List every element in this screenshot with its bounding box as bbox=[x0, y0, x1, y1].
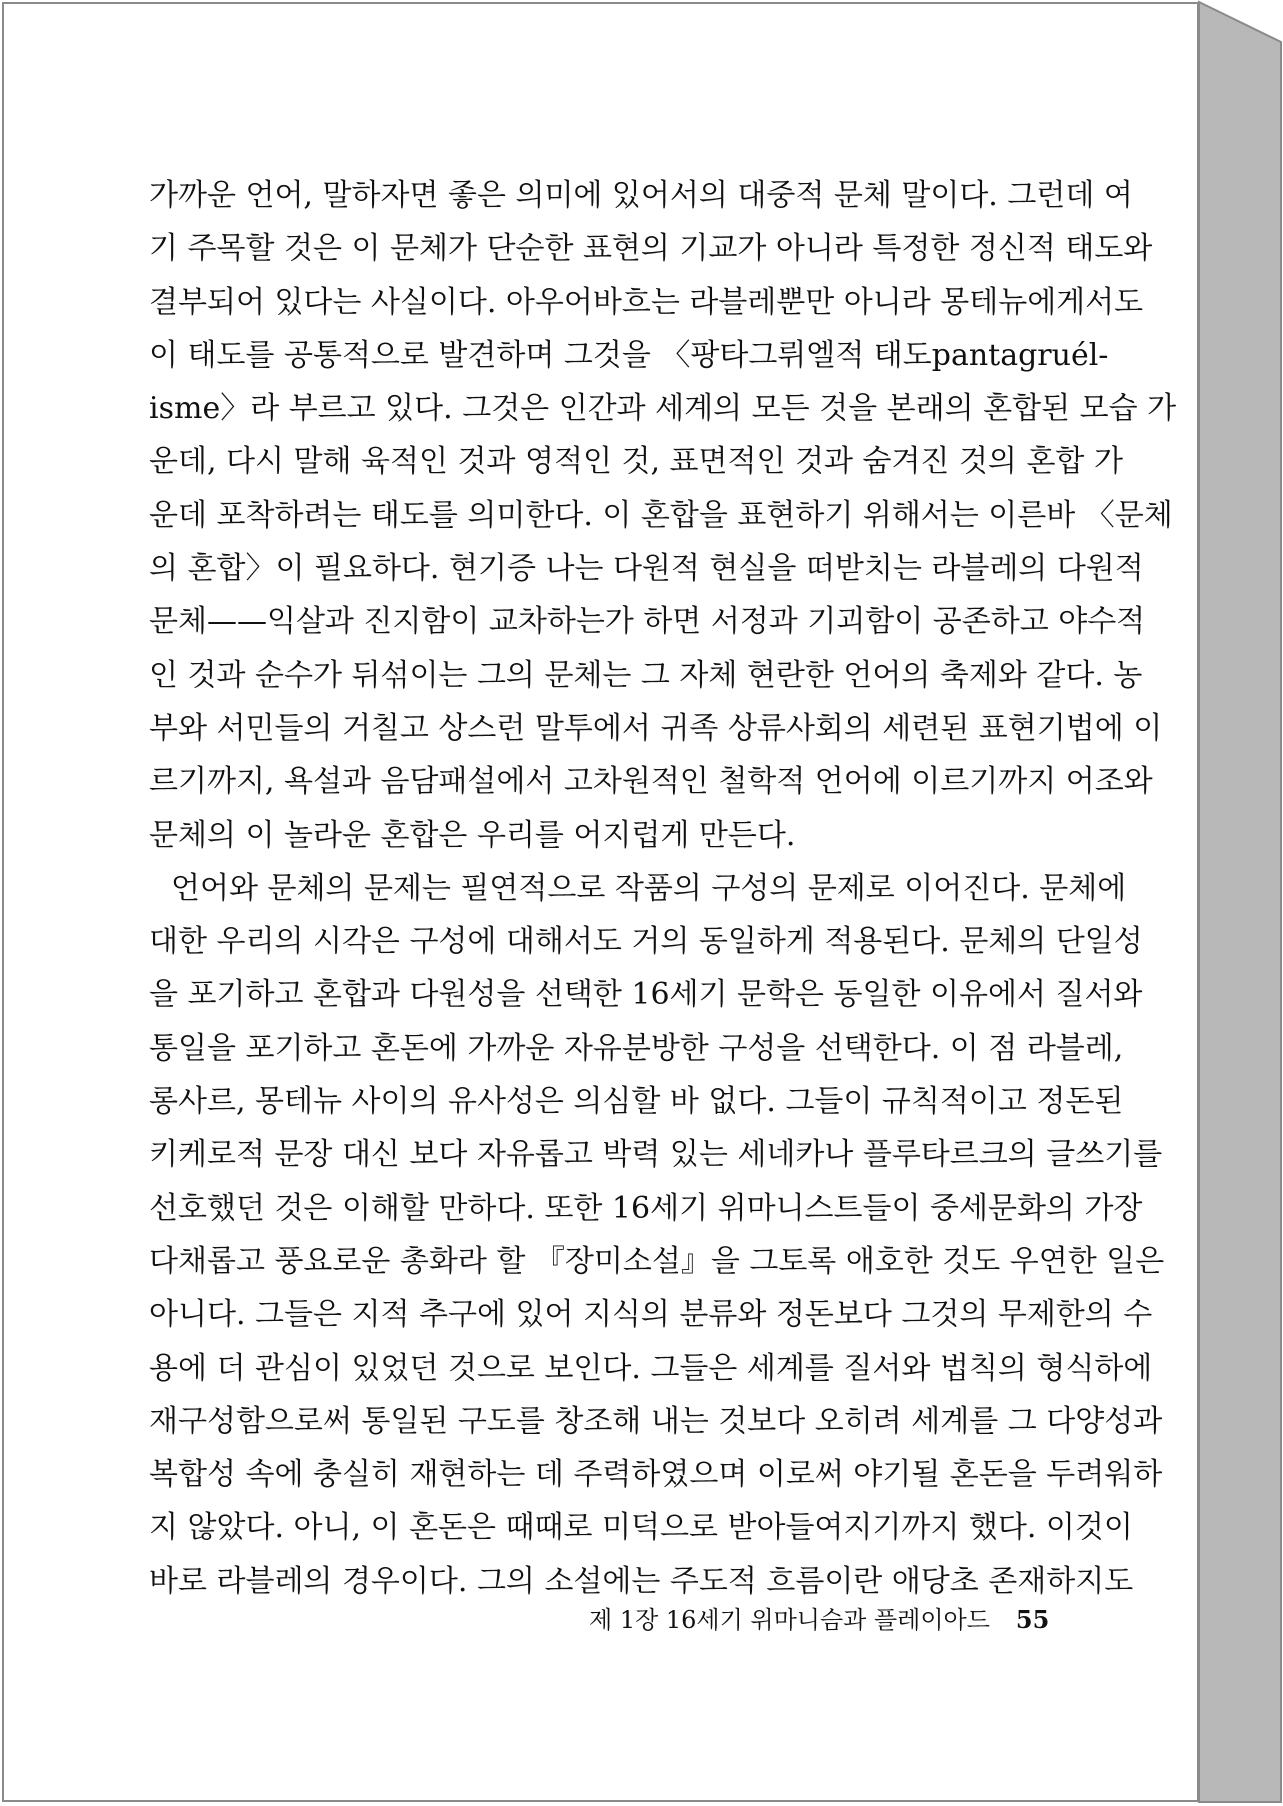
text-line: 결부되어 있다는 사실이다. 아우어바흐는 라블레뿐만 아니라 몽테뉴에게서도 bbox=[149, 284, 1144, 320]
paragraph-1 bbox=[149, 169, 1177, 862]
page-number: 55 bbox=[1015, 1605, 1050, 1634]
text-line: 가까운 언어, 말하자면 좋은 의미에 있어서의 대중적 문체 말이다. 그런데 여 bbox=[149, 178, 1133, 213]
text-line: 이 태도를 공통적으로 발견하며 그것을 〈팡타그뤼엘적 태도pantagruél- bbox=[149, 337, 1109, 373]
text-line: 문체의 이 놀라운 혼합은 우리를 어지럽게 만든다. bbox=[149, 817, 796, 853]
text-line: 기 주목할 것은 이 문체가 단순한 표현의 기교가 아니라 특정한 정신적 태도와 bbox=[149, 231, 1153, 267]
page-footer bbox=[589, 1600, 1050, 1640]
running-head: 제 1장 16세기 위마니슴과 플레이아드 bbox=[589, 1606, 990, 1634]
text-line: 인 것과 순수가 뒤섞이는 그의 문체는 그 자체 현란한 언어의 축제와 같다. 농 bbox=[149, 657, 1143, 693]
text-line: 부와 서민들의 거칠고 상스런 말투에서 귀족 상류사회의 세련된 표현기법에 이 bbox=[149, 710, 1163, 746]
text-line: 복합성 속에 충실히 재현하는 데 주력하였으며 이로써 야기될 혼돈을 두려워하 bbox=[149, 1457, 1163, 1493]
text-line: 용에 더 관심이 있었던 것으로 보인다. 그들은 세계를 질서와 법칙의 형식하에 bbox=[149, 1350, 1153, 1386]
text-line: 대한 우리의 시각은 구성에 대해서도 거의 동일하게 적용된다. 문체의 단일성 bbox=[149, 924, 1143, 960]
text-line: 아니다. 그들은 지적 추구에 있어 지식의 분류와 정돈보다 그것의 무제한의 수 bbox=[149, 1297, 1153, 1333]
book-page bbox=[2, 2, 1199, 1802]
text-line: 운데, 다시 말해 육적인 것과 영적인 것, 표면적인 것과 숨겨진 것의 혼합 가 bbox=[149, 444, 1123, 480]
text-line: 문체——익살과 진지함이 교차하는가 하면 서정과 기괴함이 공존하고 야수적 bbox=[149, 604, 1146, 640]
book-spine bbox=[1199, 2, 1281, 1802]
text-line: isme〉라 부르고 있다. 그것은 인간과 세계의 모든 것을 본래의 혼합된 모습 가 bbox=[149, 391, 1177, 427]
text-line: 재구성함으로써 통일된 구도를 창조해 내는 것보다 오히려 세계를 그 다양성과 bbox=[149, 1403, 1163, 1439]
text-line: 키케로적 문장 대신 보다 자유롭고 박력 있는 세네카나 플루타르크의 글쓰기를 bbox=[149, 1137, 1163, 1173]
text-line: 통일을 포기하고 혼돈에 가까운 자유분방한 구성을 선택한다. 이 점 라블레, bbox=[149, 1030, 1124, 1066]
text-line: 바로 라블레의 경우이다. 그의 소설에는 주도적 흐름이란 애당초 존재하지도 bbox=[149, 1563, 1134, 1599]
text-line: 운데 포착하려는 태도를 의미한다. 이 혼합을 표현하기 위해서는 이른바 〈문체 bbox=[149, 497, 1173, 533]
text-line: 다채롭고 풍요로운 총화라 할 『장미소설』을 그토록 애호한 것도 우연한 일은 bbox=[149, 1243, 1165, 1279]
book-spine-shape bbox=[1199, 2, 1281, 1802]
text-line: 선호했던 것은 이해할 만하다. 또한 16세기 위마니스트들이 중세문화의 가장 bbox=[149, 1190, 1143, 1226]
text-line: 의 혼합〉이 필요하다. 현기증 나는 다원적 현실을 떠받치는 라블레의 다원적 bbox=[149, 551, 1144, 587]
text-line: 을 포기하고 혼합과 다원성을 선택한 16세기 문학은 동일한 이유에서 질서와 bbox=[149, 977, 1143, 1013]
text-line: 지 않았다. 아니, 이 혼돈은 때때로 미덕으로 받아들여지기까지 했다. 이것이 bbox=[149, 1510, 1133, 1546]
body-text bbox=[149, 169, 1177, 1608]
text-line: 롱사르, 몽테뉴 사이의 유사성은 의심할 바 없다. 그들이 규칙적이고 정돈된 bbox=[149, 1084, 1124, 1120]
paragraph-2 bbox=[149, 862, 1165, 1608]
text-line: 르기까지, 욕설과 음담패설에서 고차원적인 철학적 언어에 이르기까지 어조와 bbox=[149, 764, 1153, 800]
text-line: 언어와 문체의 문제는 필연적으로 작품의 구성의 문제로 이어진다. 문체에 bbox=[171, 870, 1127, 906]
